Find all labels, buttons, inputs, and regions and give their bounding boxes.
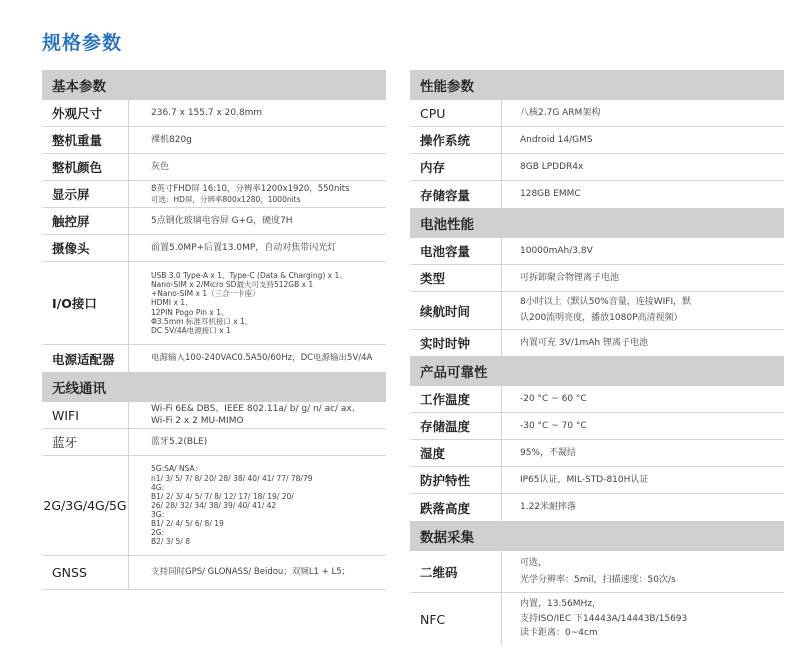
spec-value-line: 1.22米耐摔落 [520, 502, 577, 513]
spec-label: 湿度 [410, 440, 502, 466]
spec-value-line: 电源输入100-240VAC0.5A50/60Hz，DC电源输出5V/4A [151, 352, 373, 363]
spec-label: GNSS [42, 556, 129, 589]
spec-label: 工作温度 [410, 386, 502, 412]
spec-value-line: B1/ 2/ 4/ 5/ 6/ 8/ 19 [151, 519, 224, 529]
spec-value-line: 可拆卸聚合物锂离子电池 [520, 272, 620, 283]
spec-value-line: 2G: [151, 528, 165, 538]
spec-label: 显示屏 [42, 181, 129, 207]
spec-label: 存储温度 [410, 413, 502, 439]
spec-value [129, 235, 386, 261]
spec-value-line: 八核2.7G ARM架构 [520, 107, 601, 118]
spec-value-line: Android 14/GMS [520, 134, 593, 145]
spec-value-line: +Nano-SIM x 1（三合一卡座） [151, 289, 260, 299]
spec-row-display [42, 181, 386, 208]
spec-value [502, 330, 784, 356]
spec-value-line: 内置可充 3V/1mAh 锂离子电池 [520, 337, 648, 348]
spec-row-storage-temp [410, 413, 784, 440]
spec-value-line: B1/ 2/ 3/ 4/ 5/ 7/ 8/ 12/ 17/ 18/ 19/ 20/ [151, 491, 294, 501]
spec-label: 二维码 [410, 551, 502, 592]
spec-value [129, 556, 386, 589]
section-battery-header: 电池性能 [410, 208, 784, 238]
spec-value [129, 402, 386, 428]
spec-row-cellular [42, 456, 386, 556]
spec-value [129, 154, 386, 180]
spec-row-nfc [410, 593, 784, 645]
spec-label: 内存 [410, 154, 502, 180]
spec-value [129, 262, 386, 344]
spec-value-line: 128GB EMMC [520, 189, 581, 200]
spec-row-humidity [410, 440, 784, 467]
spec-value-line: HDMI x 1、 [151, 298, 193, 308]
left-column [42, 70, 386, 590]
spec-row-drop-height [410, 494, 784, 521]
spec-row-dimensions [42, 100, 386, 127]
spec-value [502, 593, 784, 645]
spec-value [502, 386, 784, 412]
spec-value [502, 413, 784, 439]
spec-value [502, 127, 784, 153]
spec-value-line: 可选：HD屏，分辨率800x1280，1000nits [151, 194, 301, 204]
spec-value-line: 支持同时GPS/ GLONASS/ Beidou；双频L1 + L5； [151, 566, 351, 577]
spec-value [129, 456, 386, 555]
spec-value [502, 440, 784, 466]
spec-value-line: 236.7 x 155.7 x 20.8mm [151, 107, 263, 118]
spec-value-line: USB 3.0 Type-A x 1、Type-C (Data & Charging) x 1、 [151, 271, 347, 280]
spec-label: 整机重量 [42, 127, 129, 153]
spec-value-line: IP65认证，MIL-STD-810H认证 [520, 474, 649, 485]
page-title: 规格参数 [42, 32, 123, 54]
spec-value-line: 内置，13.56MHz， [520, 599, 602, 610]
spec-value-line: 10000mAh/3.8V [520, 245, 593, 256]
spec-value [502, 100, 784, 126]
spec-value-line: B2/ 3/ 5/ 8 [151, 537, 190, 547]
spec-row-color [42, 154, 386, 181]
spec-row-weight [42, 127, 386, 154]
spec-value-line: 8英寸FHD屏 16:10，分辨率1200x1920，550nits [151, 183, 350, 194]
spec-value [129, 345, 386, 372]
spec-label: 实时时钟 [410, 330, 502, 356]
spec-row-gnss [42, 556, 386, 590]
spec-label: 蓝牙 [42, 429, 129, 455]
section-wireless-header: 无线通讯 [42, 372, 386, 402]
spec-row-barcode [410, 551, 784, 593]
spec-row-protection [410, 467, 784, 494]
spec-label: 操作系统 [410, 127, 502, 153]
spec-row-ram [410, 154, 784, 181]
spec-label: 整机颜色 [42, 154, 129, 180]
spec-value-line: Wi-Fi 2 x 2 MU-MIMO [151, 416, 244, 426]
spec-value-line: Nano-SIM x 2/Micro SD最大可支持512GB x 1 [151, 280, 314, 290]
spec-value-line: 读卡距离：0~4cm [520, 628, 598, 639]
spec-value-line: 3G: [151, 510, 165, 520]
spec-value-line: Wi-Fi 6E& DBS、IEEE 802.11a/ b/ g/ n/ ac/ ax、 [151, 403, 361, 414]
spec-row-storage [410, 181, 784, 208]
spec-value [129, 181, 386, 207]
spec-value [129, 429, 386, 455]
section-basic-header: 基本参数 [42, 70, 386, 100]
spec-value-line: 5点钢化玻璃电容屏 G+G，硬度7H [151, 215, 293, 226]
spec-row-os [410, 127, 784, 154]
spec-value-line: 前置5.0MP+后置13.0MP，自动对焦带闪光灯 [151, 242, 337, 253]
spec-value-line: Φ3.5mm 标准耳机接口 x 1、 [151, 316, 253, 326]
spec-value-line: -30 °C ~ 70 °C [520, 420, 587, 431]
spec-label: CPU [410, 100, 502, 126]
spec-label: NFC [410, 593, 502, 645]
spec-label: WIFI [42, 402, 129, 428]
spec-value [502, 238, 784, 264]
spec-row-wifi [42, 402, 386, 429]
spec-label: I/O接口 [42, 262, 129, 344]
spec-value-line: 蓝牙5.2(BLE) [151, 436, 208, 447]
spec-row-camera [42, 235, 386, 262]
spec-value-line: 4G: [151, 482, 165, 492]
section-data-capture-header: 数据采集 [410, 521, 784, 551]
spec-row-battery-life [410, 292, 784, 330]
spec-label: 电池容量 [410, 238, 502, 264]
spec-value-line: 可选， [520, 558, 548, 569]
right-column [410, 70, 784, 645]
spec-value [502, 154, 784, 180]
spec-label: 防护特性 [410, 467, 502, 493]
spec-value [502, 265, 784, 291]
spec-value-line: 5G:SA/ NSA： [151, 464, 203, 474]
spec-label: 2G/3G/4G/5G [42, 456, 129, 555]
spec-value [502, 494, 784, 521]
section-reliability-header: 产品可靠性 [410, 356, 784, 386]
spec-value [502, 551, 784, 592]
spec-value [129, 100, 386, 126]
spec-row-rtc [410, 330, 784, 356]
spec-label: 跌落高度 [410, 494, 502, 521]
spec-value-line: 支持ISO/IEC 下14443A/14443B/15693 [520, 613, 688, 624]
spec-value-line: 灰色 [151, 161, 170, 172]
spec-value [129, 127, 386, 153]
spec-label: 外观尺寸 [42, 100, 129, 126]
spec-label: 类型 [410, 265, 502, 291]
spec-value-line: n1/ 3/ 5/ 7/ 8/ 20/ 28/ 38/ 40/ 41/ 77/ 78/79 [151, 473, 313, 483]
section-performance-header: 性能参数 [410, 70, 784, 100]
spec-value [502, 467, 784, 493]
spec-row-io [42, 262, 386, 345]
spec-value-line: 8小时以上（默认50%音量，连接WIFI，默 [520, 297, 692, 308]
spec-value-line: 26/ 28/ 32/ 34/ 38/ 39/ 40/ 41/ 42 [151, 500, 277, 510]
spec-value-line: 光学分辨率：5mil，扫描速度：50次/s [520, 574, 676, 585]
spec-value-line: 12PIN Pogo Pin x 1、 [151, 307, 229, 317]
spec-value [502, 181, 784, 208]
spec-row-power-adapter [42, 345, 386, 372]
spec-label: 电源适配器 [42, 345, 129, 372]
spec-row-operating-temp [410, 386, 784, 413]
spec-value-line: 裸机820g [151, 134, 192, 145]
spec-label: 触控屏 [42, 208, 129, 234]
spec-row-bluetooth [42, 429, 386, 456]
spec-value-line: DC 5V/4A电源接口 x 1 [151, 325, 231, 335]
spec-label: 摄像头 [42, 235, 129, 261]
spec-value-line: 95%，不凝结 [520, 447, 577, 458]
spec-value-line: -20 °C ~ 60 °C [520, 393, 587, 404]
spec-label: 存储容量 [410, 181, 502, 208]
spec-row-cpu [410, 100, 784, 127]
spec-value [129, 208, 386, 234]
spec-value-line: 8GB LPDDR4x [520, 161, 584, 172]
spec-label: 续航时间 [410, 292, 502, 329]
spec-row-battery-capacity [410, 238, 784, 265]
spec-row-battery-type [410, 265, 784, 292]
spec-value [502, 292, 784, 329]
spec-row-touch [42, 208, 386, 235]
spec-value-line: 认200流明亮度，播放1080P高清视频） [520, 312, 683, 323]
